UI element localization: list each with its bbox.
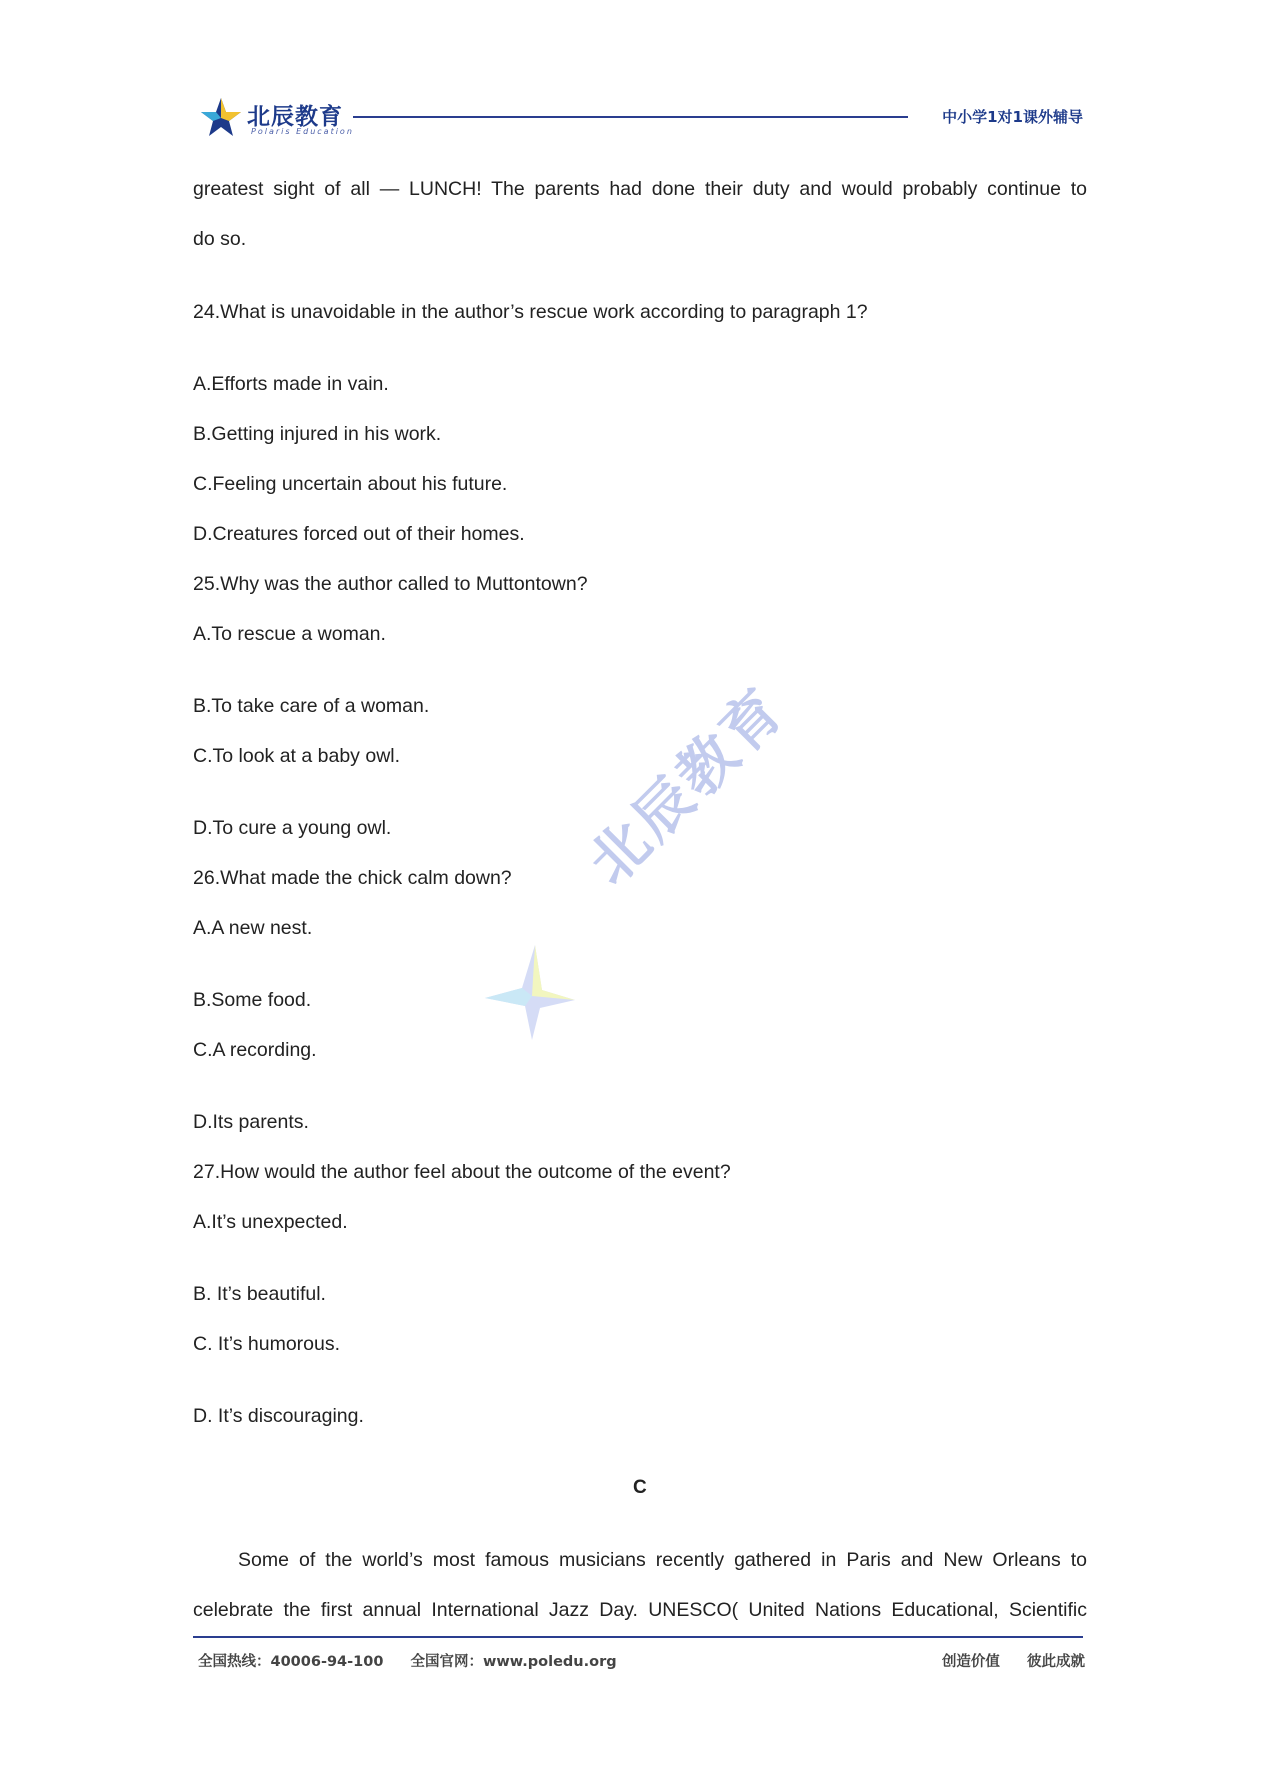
answer-option: D. It’s discouraging. — [193, 1405, 364, 1427]
section-heading: C — [633, 1477, 647, 1498]
footer-contact — [198, 1650, 617, 1671]
watermark — [480, 673, 810, 1060]
footer-motto-1: 创造价值 — [941, 1654, 1000, 1670]
paragraph-line: greatest sight of all — LUNCH! The parents had done their duty and would probably continue to — [193, 178, 1087, 200]
answer-option: D.Creatures forced out of their homes. — [193, 523, 525, 545]
answer-option: A.It’s unexpected. — [193, 1211, 348, 1233]
brand-english: Polaris Education — [251, 127, 354, 136]
answer-option: C.Feeling uncertain about his future. — [193, 473, 508, 495]
question-stem: 27.How would the author feel about the outcome of the event? — [193, 1161, 731, 1183]
answer-option: A.A new nest. — [193, 917, 313, 939]
answer-option: C.To look at a baby owl. — [193, 745, 401, 767]
answer-option: B.Getting injured in his work. — [193, 423, 442, 445]
answer-option: C. It’s humorous. — [193, 1333, 341, 1355]
footer-motto — [920, 1650, 1085, 1671]
watermark-text: 北辰教育 — [575, 673, 799, 898]
answer-option: D.Its parents. — [193, 1111, 309, 1133]
brand-name: 北辰教育 — [247, 104, 343, 130]
question-stem: 24.What is unavoidable in the author’s rescue work according to paragraph 1? — [193, 301, 868, 323]
footer-motto-2: 彼此成就 — [1027, 1654, 1085, 1670]
footer-rule — [193, 1636, 1083, 1638]
paragraph-line: Some of the world’s most famous musicians recently gathered in Paris and New Orleans to — [238, 1549, 1087, 1571]
footer-website: 全国官网：www.poledu.org — [410, 1654, 617, 1670]
question-stem: 25.Why was the author called to Muttontown? — [193, 573, 588, 595]
paragraph-line: do so. — [193, 228, 247, 250]
answer-option: D.To cure a young owl. — [193, 817, 392, 839]
answer-option: B.Some food. — [193, 989, 312, 1011]
answer-option: A.Efforts made in vain. — [193, 373, 389, 395]
header-rule — [353, 116, 908, 118]
answer-option: B.To take care of a woman. — [193, 695, 430, 717]
paragraph-line: celebrate the first annual International Jazz Day. UNESCO( United Nations Educational, Scientific — [193, 1599, 1087, 1621]
answer-option: B. It’s beautiful. — [193, 1283, 326, 1305]
watermark-star-icon — [480, 940, 580, 1040]
page-header — [195, 92, 1085, 142]
answer-option: C.A recording. — [193, 1039, 317, 1061]
footer-hotline: 全国热线：40006-94-100 — [198, 1654, 384, 1670]
header-slogan: 中小学1对1课外辅导 — [942, 108, 1083, 126]
question-stem: 26.What made the chick calm down? — [193, 867, 512, 889]
answer-option: A.To rescue a woman. — [193, 623, 386, 645]
polaris-star-logo-icon — [199, 96, 243, 138]
